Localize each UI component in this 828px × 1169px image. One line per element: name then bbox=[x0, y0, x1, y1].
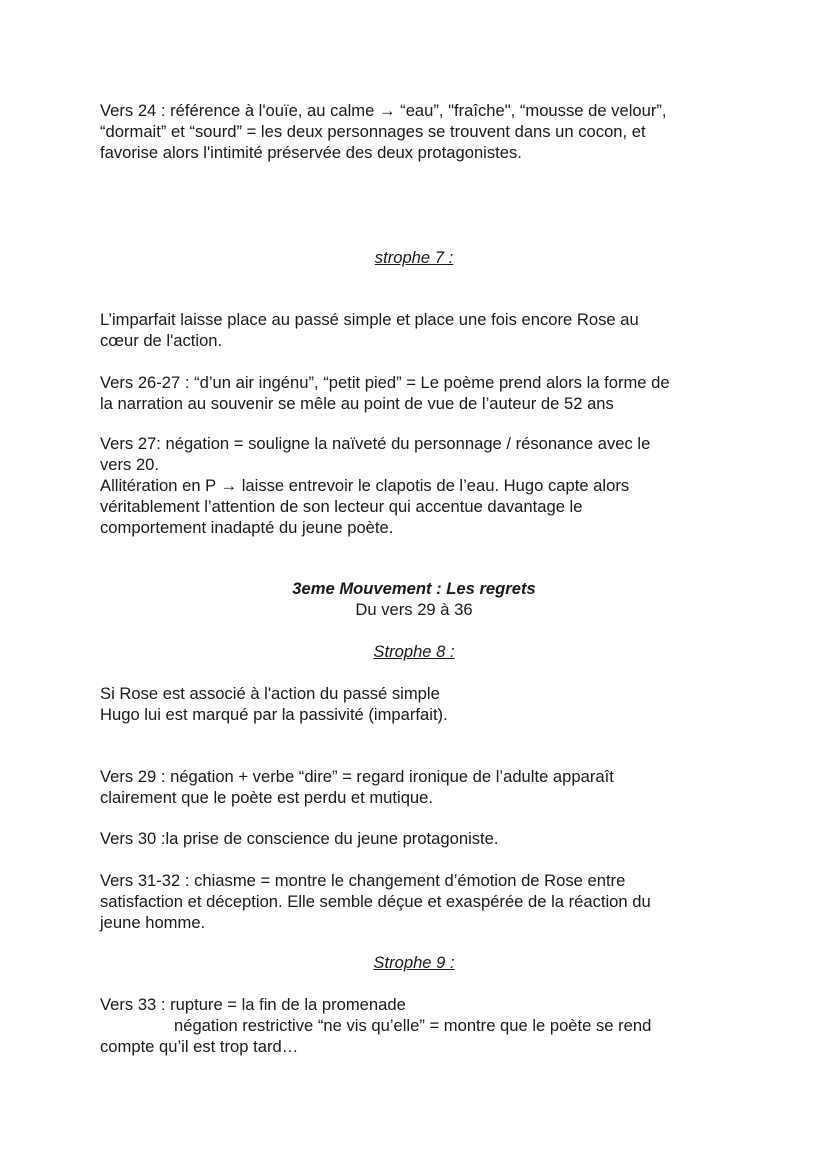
paragraph-rose-action bbox=[100, 683, 740, 725]
text-line: négation restrictive “ne vis qu’elle” = montre que le poète se rend bbox=[174, 1016, 652, 1035]
paragraph-vers-33 bbox=[100, 994, 740, 1057]
paragraph-vers-29 bbox=[100, 766, 740, 808]
text-line: comportement inadapté du jeune poète. bbox=[100, 518, 394, 537]
movement-3-subtitle: Du vers 29 à 36 bbox=[355, 600, 473, 619]
text-line: L’imparfait laisse place au passé simple et place une fois encore Rose au bbox=[100, 310, 639, 329]
movement-3-title: 3eme Mouvement : Les regrets bbox=[292, 579, 536, 598]
text-line: “dormait” et “sourd” = les deux personnages se trouvent dans un cocon, et bbox=[100, 122, 646, 141]
text-line: jeune homme. bbox=[100, 913, 206, 932]
text-line: satisfaction et déception. Elle semble déçue et exaspérée de la réaction du bbox=[100, 892, 651, 911]
text-line: clairement que le poète est perdu et mutique. bbox=[100, 788, 434, 807]
paragraph-vers-24 bbox=[100, 100, 740, 163]
text-line: Allitération en P → laisse entrevoir le clapotis de l’eau. Hugo capte alors bbox=[100, 476, 630, 495]
paragraph-vers-26-27 bbox=[100, 372, 740, 414]
text-line: Vers 27: négation = souligne la naïveté du personnage / résonance avec le bbox=[100, 434, 651, 453]
text-line: Si Rose est associé à l'action du passé simple bbox=[100, 684, 440, 703]
text-line: Hugo lui est marqué par la passivité (imparfait). bbox=[100, 705, 448, 724]
paragraph-vers-30 bbox=[100, 828, 740, 849]
text-line: Vers 24 : référence à l'ouïe, au calme → “eau”, "fraîche", “mousse de velour”, bbox=[100, 101, 667, 120]
paragraph-vers-27 bbox=[100, 433, 740, 538]
text-line: véritablement l’attention de son lecteur qui accentue davantage le bbox=[100, 497, 583, 516]
text-line: Vers 31-32 : chiasme = montre le changement d’émotion de Rose entre bbox=[100, 871, 626, 890]
strophe-8-label: Strophe 8 : bbox=[373, 642, 455, 661]
strophe-7-label: strophe 7 : bbox=[374, 248, 454, 267]
paragraph-vers-31-32 bbox=[100, 870, 740, 933]
text-line: cœur de l'action. bbox=[100, 331, 223, 350]
text-line: vers 20. bbox=[100, 455, 160, 474]
strophe-7-heading bbox=[0, 247, 828, 268]
text-line: favorise alors l'intimité préservée des deux protagonistes. bbox=[100, 143, 522, 162]
paragraph-imparfait bbox=[100, 309, 740, 351]
text-line: Vers 33 : rupture = la fin de la promenade bbox=[100, 995, 406, 1014]
text-line: compte qu’il est trop tard… bbox=[100, 1037, 299, 1056]
text-line: Vers 29 : négation + verbe “dire” = regard ironique de l’adulte apparaît bbox=[100, 767, 614, 786]
text-line: la narration au souvenir se mêle au point de vue de l’auteur de 52 ans bbox=[100, 394, 614, 413]
strophe-9-label: Strophe 9 : bbox=[373, 953, 455, 972]
text-line: Vers 30 :la prise de conscience du jeune protagoniste. bbox=[100, 829, 499, 848]
text-line: Vers 26-27 : “d’un air ingénu”, “petit pied” = Le poème prend alors la forme de bbox=[100, 373, 670, 392]
strophe-8-heading bbox=[0, 641, 828, 662]
strophe-9-heading bbox=[0, 952, 828, 973]
